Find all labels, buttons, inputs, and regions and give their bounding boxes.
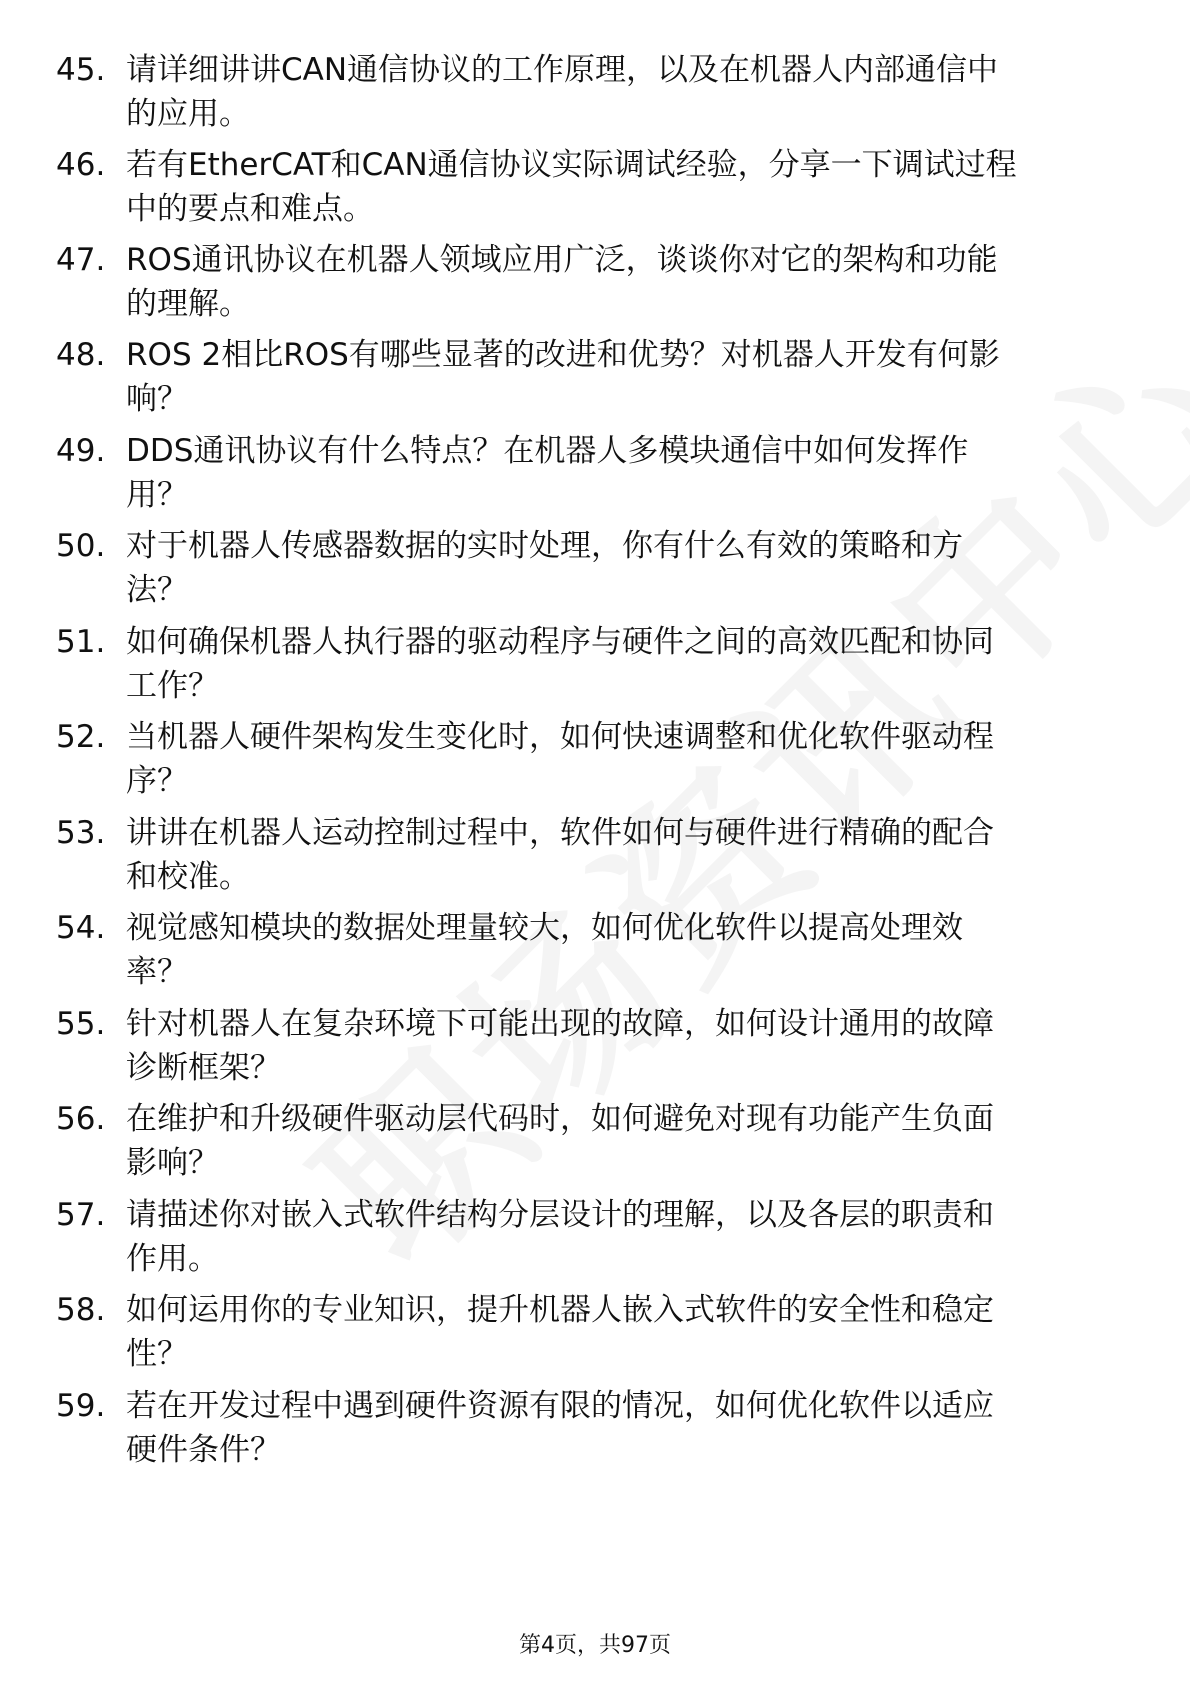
question-number: 56. (56, 1101, 106, 1137)
question-number: 54. (56, 910, 106, 946)
question-text (126, 1193, 1130, 1281)
question-line: 在维护和升级硬件驱动层代码时，如何避免对现有功能产生负面 (126, 1101, 994, 1137)
question-line: 工作？ (126, 668, 219, 704)
question-text (126, 333, 1130, 421)
question-line: 如何确保机器人执行器的驱动程序与硬件之间的高效匹配和协同 (126, 624, 994, 660)
question-text (126, 238, 1130, 326)
question-line: 若在开发过程中遇到硬件资源有限的情况，如何优化软件以适应 (126, 1388, 994, 1424)
question-line: 讲讲在机器人运动控制过程中，软件如何与硬件进行精确的配合 (126, 815, 994, 851)
question-line: 和校准。 (126, 859, 250, 895)
question-line: 中的要点和难点。 (126, 191, 374, 227)
question-text (126, 143, 1130, 231)
question-text (126, 48, 1130, 136)
question-line: 视觉感知模块的数据处理量较大，如何优化软件以提高处理效 (126, 910, 963, 946)
question-line: 硬件条件？ (126, 1432, 281, 1468)
question-line: 法？ (126, 572, 188, 608)
question-line: 影响？ (126, 1145, 219, 1181)
question-line: 诊断框架？ (126, 1050, 281, 1086)
question-text (126, 811, 1130, 899)
question-line: 响？ (126, 381, 188, 417)
question-number: 52. (56, 719, 106, 755)
question-text (126, 906, 1130, 994)
question-text (126, 1288, 1130, 1376)
question-line: 如何运用你的专业知识，提升机器人嵌入式软件的安全性和稳定 (126, 1292, 994, 1328)
question-line: 请详细讲讲CAN通信协议的工作原理，以及在机器人内部通信中 (126, 52, 999, 88)
question-number: 50. (56, 528, 106, 564)
question-line: 当机器人硬件架构发生变化时，如何快速调整和优化软件驱动程 (126, 719, 994, 755)
question-number: 57. (56, 1197, 106, 1233)
question-line: 的理解。 (126, 286, 250, 322)
question-line: 的应用。 (126, 96, 250, 132)
question-line: 用？ (126, 477, 188, 513)
question-line: 若有EtherCAT和CAN通信协议实际调试经验，分享一下调试过程 (126, 147, 1017, 183)
question-text (126, 1384, 1130, 1472)
question-number: 45. (56, 52, 106, 88)
question-number: 48. (56, 337, 106, 373)
question-text (126, 620, 1130, 708)
question-line: 针对机器人在复杂环境下可能出现的故障，如何设计通用的故障 (126, 1006, 994, 1042)
question-number: 59. (56, 1388, 106, 1424)
question-text (126, 1097, 1130, 1185)
question-line: ROS 2相比ROS有哪些显著的改进和优势？对机器人开发有何影 (126, 337, 1000, 373)
question-line: 请描述你对嵌入式软件结构分层设计的理解，以及各层的职责和 (126, 1197, 994, 1233)
question-number: 47. (56, 242, 106, 278)
question-number: 58. (56, 1292, 106, 1328)
question-line: 作用。 (126, 1241, 219, 1277)
question-line: 率？ (126, 954, 188, 990)
question-number: 51. (56, 624, 106, 660)
question-line: 性？ (126, 1336, 188, 1372)
question-text (126, 715, 1130, 803)
page-footer: 第4页，共97页 (519, 1633, 671, 1658)
question-text (126, 1002, 1130, 1090)
question-number: 53. (56, 815, 106, 851)
question-number: 55. (56, 1006, 106, 1042)
question-line: DDS通讯协议有什么特点？在机器人多模块通信中如何发挥作 (126, 433, 969, 469)
question-number: 46. (56, 147, 106, 183)
question-line: 序？ (126, 763, 188, 799)
question-line: 对于机器人传感器数据的实时处理，你有什么有效的策略和方 (126, 528, 963, 564)
question-number: 49. (56, 433, 106, 469)
question-line: ROS通讯协议在机器人领域应用广泛，谈谈你对它的架构和功能 (126, 242, 998, 278)
question-text (126, 524, 1130, 612)
question-text (126, 429, 1130, 517)
